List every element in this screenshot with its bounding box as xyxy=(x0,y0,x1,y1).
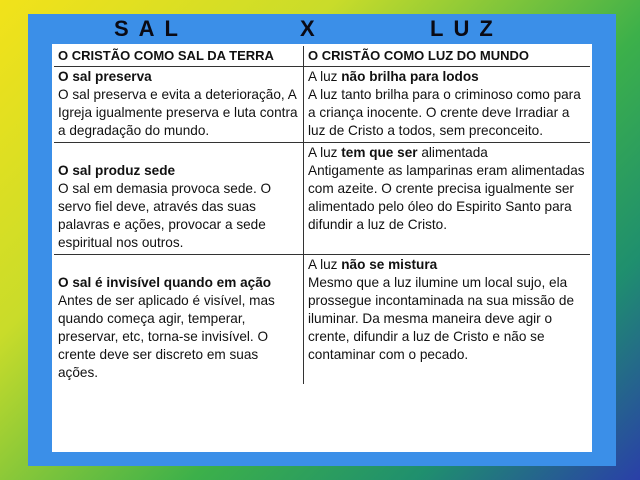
sal-title: O sal produz sede xyxy=(58,163,176,178)
title-header xyxy=(28,14,616,44)
comparison-panel xyxy=(52,44,592,452)
sal-cell xyxy=(54,67,304,143)
column-header-luz: O CRISTÃO COMO LUZ DO MUNDO xyxy=(308,48,529,63)
luz-cell xyxy=(304,255,591,385)
luz-title: A luz não brilha para lodos xyxy=(308,69,479,84)
sal-cell xyxy=(54,255,304,385)
luz-text: A luz tanto brilha para o criminoso como para a criança inocente. O crente deve Irradiar a luz de Cristo a todos, sem preconceito. xyxy=(308,87,581,138)
sal-cell xyxy=(54,143,304,255)
table-header-row xyxy=(54,46,590,67)
sal-title: O sal é invisível quando em ação xyxy=(58,275,272,290)
title-x: X xyxy=(300,16,325,41)
table-row xyxy=(54,67,590,143)
sal-text: O sal preserva e evita a deterioração, A Igreja igualmente preserva e luta contra a degradação do mundo. xyxy=(58,87,298,138)
luz-cell xyxy=(304,143,591,255)
comparison-table xyxy=(54,46,590,384)
blue-frame xyxy=(28,14,616,466)
luz-text: Mesmo que a luz ilumine um local sujo, ela prossegue incontaminada na sua missão de iluminar. Da mesma maneira deve agir o crente, difundir a luz de Cristo e não se contaminar com o pecado. xyxy=(308,275,575,362)
table-row xyxy=(54,255,590,385)
sal-title: O sal preserva xyxy=(58,69,152,84)
luz-cell xyxy=(304,67,591,143)
table-row xyxy=(54,143,590,255)
column-header-sal: O CRISTÃO COMO SAL DA TERRA xyxy=(54,46,304,67)
luz-title: A luz tem que ser alimentada xyxy=(308,145,488,160)
luz-text: Antigamente as lamparinas eram alimentadas com azeite. O crente precisa igualmente ser alimentado pelo óleo do Espirito Santo para difundir a luz de Cristo. xyxy=(308,163,585,232)
title-sal: SAL xyxy=(114,16,188,41)
sal-text: Antes de ser aplicado é visível, mas quando começa agir, temperar, preservar, etc, torna-se invisível. O crente deve ser discreto em suas ações. xyxy=(58,293,275,380)
title-luz: LUZ xyxy=(430,16,503,41)
sal-text: O sal em demasia provoca sede. O servo fiel deve, através das suas palavras e ações, provocar a sede espiritual nos outros. xyxy=(58,181,272,250)
luz-title: A luz não se mistura xyxy=(308,257,438,272)
